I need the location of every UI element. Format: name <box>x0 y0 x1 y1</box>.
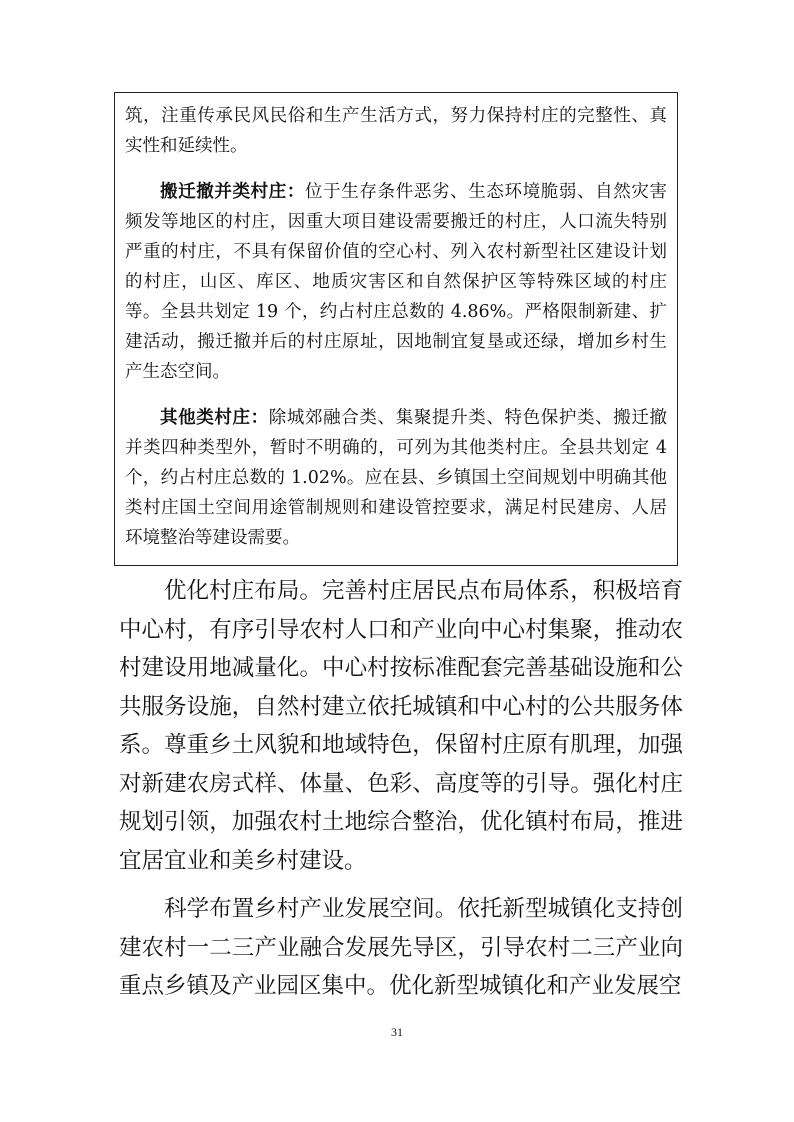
body-paragraph-2 <box>119 890 683 1006</box>
page-number: 31 <box>391 1025 403 1039</box>
paragraph-lead: 优化村庄布局。 <box>164 578 322 604</box>
box-paragraph-2 <box>125 177 667 387</box>
text-box <box>114 92 678 566</box>
box-paragraph-1: 筑，注重传承民风民俗和生产生活方式，努力保持村庄的完整性、真实性和延续性。 <box>125 106 667 156</box>
paragraph-lead: 科学布置乡村产业发展空间。 <box>164 896 458 922</box>
body-paragraph-1 <box>119 572 683 880</box>
box-paragraph-3 <box>125 403 667 553</box>
other-villages-text: 除城郊融合类、集聚提升类、特色保护类、搬迁撤并类四种类型外，暂时不明确的，可列为其他类村庄。全县共划定 4 个，约占村庄总数的 1.02%。应在县、乡镇国土空间规划中明确其他类村庄国土空间用途管制规则和建设管控要求，满足村民建房、人居环境整治等建设需要。 <box>125 408 668 548</box>
paragraph-text: 完善村庄居民点布局体系，积极培育中心村，有序引导农村人口和产业向中心村集聚，推动农村建设用地减量化。中心村按标准配套完善基础设施和公共服务设施，自然村建立依托城镇和中心村的公共服务体系。尊重乡土风貌和地域特色，保留村庄原有肌理，加强对新建农房式样、体量、色彩、高度等的引导。强化村庄规划引领，加强农村土地综合整治，优化镇村布局，推进宜居宜业和美乡村建设。 <box>119 578 683 874</box>
relocation-villages-text: 位于生存条件恶劣、生态环境脆弱、自然灾害频发等地区的村庄，因重大项目建设需要搬迁的村庄，人口流失特别严重的村庄，不具有保留价值的空心村、列入农村新型社区建设计划的村庄，山区、库区、地质灾害区和自然保护区等特殊区域的村庄等。全县共划定 19 个，约占村庄总数的 4.86%。严格限制新建、扩建活动，搬迁撤并后的村庄原址，因地制宜复垦或还绿，增加乡村生产生态空间。 <box>125 182 668 382</box>
label-relocation-villages: 搬迁撤并类村庄： <box>160 182 306 202</box>
label-other-villages: 其他类村庄： <box>160 408 269 428</box>
paragraph-text: 依托新型城镇化支持创建农村一二三产业融合发展先导区，引导农村二三产业向重点乡镇及产业园区集中。优化新型城镇化和产业发展空 <box>119 896 683 999</box>
